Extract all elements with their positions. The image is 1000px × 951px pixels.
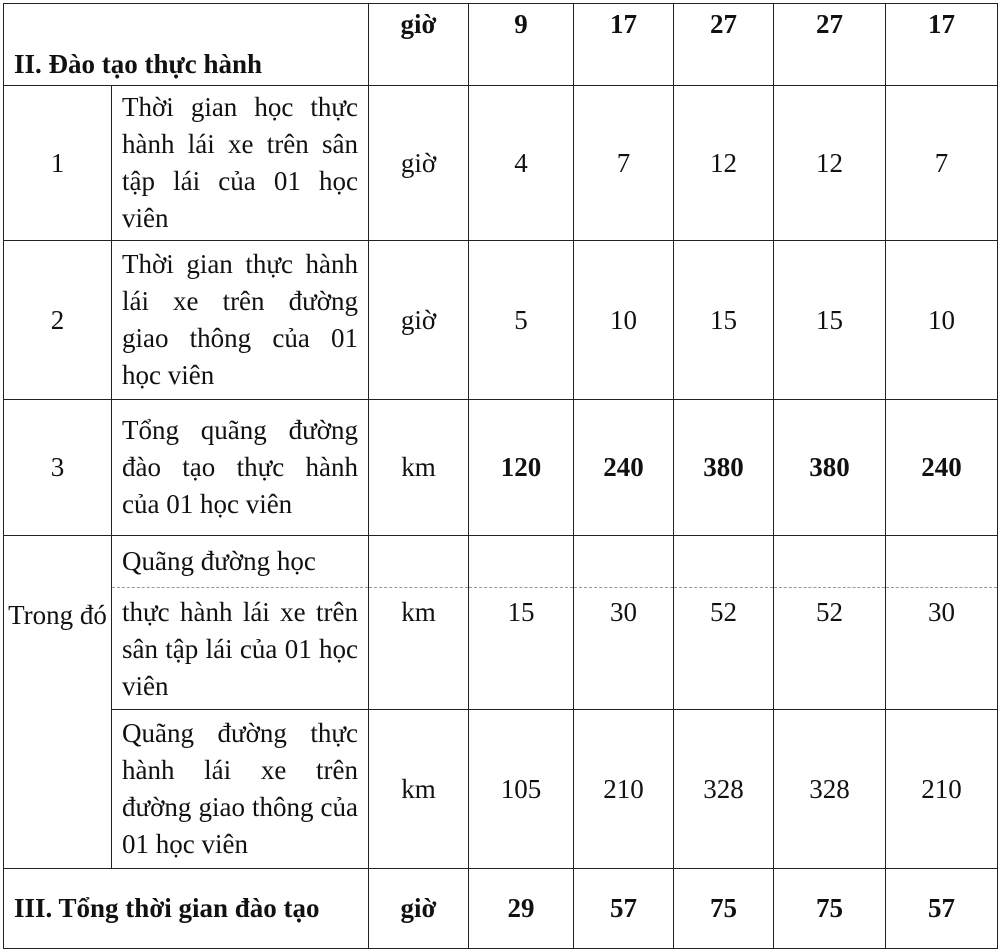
- row-description: thực hành lái xe trên sân tập lái của 01 học viên: [112, 588, 369, 710]
- trong-do-row-b: [4, 710, 998, 869]
- row-unit: km: [369, 400, 469, 536]
- value-cell: 7: [574, 86, 674, 241]
- value-cell: 52: [774, 588, 886, 710]
- value-cell: 12: [774, 86, 886, 241]
- value-cell: 30: [886, 588, 998, 710]
- row-description: Tổng quãng đường đào tạo thực hành của 01 học viên: [112, 400, 369, 536]
- value-cell: 7: [886, 86, 998, 241]
- empty-cell: [886, 536, 998, 588]
- trong-do-row-a: [4, 588, 998, 710]
- value-cell: 328: [674, 710, 774, 869]
- value-cell: 380: [674, 400, 774, 536]
- empty-cell: [574, 536, 674, 588]
- empty-cell: [469, 536, 574, 588]
- section-iii-label: III. Tổng thời gian đào tạo: [4, 869, 369, 949]
- value-cell: 75: [674, 869, 774, 949]
- training-table: [3, 3, 998, 949]
- row-description: Thời gian học thực hành lái xe trên sân tập lái của 01 học viên: [112, 86, 369, 241]
- value-cell: 52: [674, 588, 774, 710]
- section-iii-unit: giờ: [369, 869, 469, 949]
- value-cell: 17: [886, 4, 998, 86]
- row-number: 3: [4, 400, 112, 536]
- value-cell: 27: [674, 4, 774, 86]
- empty-cell: [674, 536, 774, 588]
- value-cell: 15: [469, 588, 574, 710]
- row-number: 1: [4, 86, 112, 241]
- value-cell: 17: [574, 4, 674, 86]
- row-description: Quãng đường thực hành lái xe trên đường giao thông của 01 học viên: [112, 710, 369, 869]
- empty-cell: [774, 536, 886, 588]
- value-cell: 210: [574, 710, 674, 869]
- table-row: [4, 241, 998, 400]
- value-cell: 240: [574, 400, 674, 536]
- section-ii-unit: giờ: [369, 4, 469, 86]
- row-unit: km: [369, 588, 469, 710]
- empty-cell: [369, 536, 469, 588]
- value-cell: 10: [886, 241, 998, 400]
- table-row: [4, 400, 998, 536]
- value-cell: 30: [574, 588, 674, 710]
- trong-do-row-a-top: [4, 536, 998, 588]
- value-cell: 380: [774, 400, 886, 536]
- value-cell: 75: [774, 869, 886, 949]
- value-cell: 4: [469, 86, 574, 241]
- table-row: [4, 86, 998, 241]
- section-ii-row: [4, 4, 998, 86]
- value-cell: 5: [469, 241, 574, 400]
- value-cell: 105: [469, 710, 574, 869]
- row-unit: km: [369, 710, 469, 869]
- row-description-first-line: Quãng đường học: [112, 536, 369, 588]
- value-cell: 9: [469, 4, 574, 86]
- value-cell: 27: [774, 4, 886, 86]
- row-unit: giờ: [369, 86, 469, 241]
- value-cell: 15: [674, 241, 774, 400]
- value-cell: 57: [574, 869, 674, 949]
- trong-do-label: Trong đó: [4, 536, 112, 869]
- value-cell: 12: [674, 86, 774, 241]
- row-description: Thời gian thực hành lái xe trên đường giao thông của 01 học viên: [112, 241, 369, 400]
- value-cell: 29: [469, 869, 574, 949]
- value-cell: 15: [774, 241, 886, 400]
- value-cell: 120: [469, 400, 574, 536]
- value-cell: 328: [774, 710, 886, 869]
- value-cell: 10: [574, 241, 674, 400]
- value-cell: 57: [886, 869, 998, 949]
- value-cell: 240: [886, 400, 998, 536]
- value-cell: 210: [886, 710, 998, 869]
- section-iii-row: [4, 869, 998, 949]
- row-number: 2: [4, 241, 112, 400]
- row-unit: giờ: [369, 241, 469, 400]
- section-ii-label: II. Đào tạo thực hành: [4, 4, 369, 86]
